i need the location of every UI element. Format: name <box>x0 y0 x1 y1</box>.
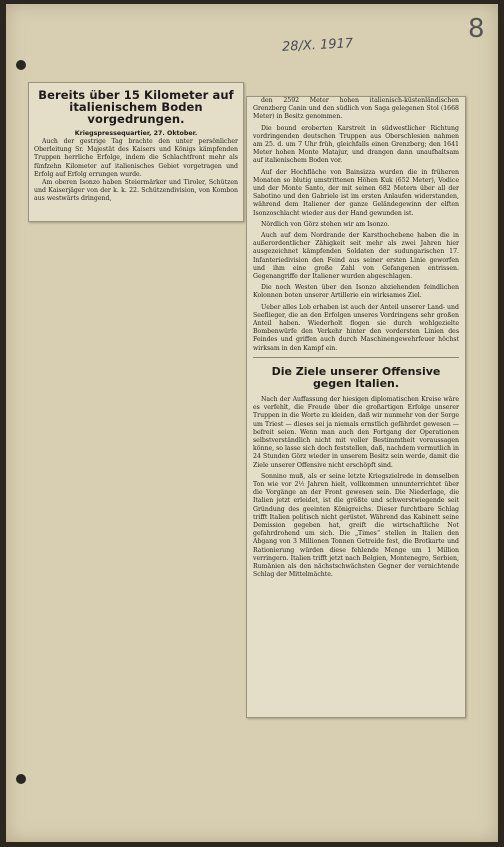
article-paragraph: Auch auf dem Nordrande der Karsthochebene haben die in außerordentlicher Zähigkeit seit mehr als zwei Jahren hier ausgezeichnet kämpfenden Soldaten der sudungarischen 17. Infanteriedivision den Feind aus seiner ersten Linie geworfen und ihm eine große Zahl von Gefangenen entrissen. Gegenangriffe der Italiener wurden abgeschlagen. <box>253 232 459 281</box>
handwritten-date: 28/X. 1917 <box>281 36 354 55</box>
article-paragraph: den 2592 Meter hohen italienisch-küstenländischen Grenzberg Canin und den südlich von Saga gelegenen Stol (1668 Meter) in Besitz genommen. <box>253 97 459 121</box>
article-paragraph: Ueber alles Lob erhaben ist auch der Anteil unserer Land- und Seeflieger, die an den Erfolgen unseres Vordringens sehr großen Anteil haben. Wiederholt flogen sie durch wohlgezielte Bombenwürfe den Verkehr hinter den vordersten Linien des Feindes und griffen auch durch Maschinengewehrfeuer höchst wirksam in den Kampf ein. <box>253 303 459 352</box>
article-paragraph: Die bound eroberten Karstreit in südwestlicher Richtung vordringenden deutschen Truppen aus Oberschlesien nahmen am 25. d. um 7 Uhr früh, gleichfalls einen Grenzberg; den 1641 Meter hohen Monte Matajur, und drangen dann unaufhaltsam auf italienischem Boden vor. <box>253 124 459 165</box>
article-paragraph: Am oberen Isonzo haben Steiermärker und Tiroler, Schützen und Kaiserjäger von der k. k. 22. Schützendivision, von Kombon aus westwärts dringend, <box>34 179 238 203</box>
headline-offensive-goals: Die Ziele unserer Offensive gegen Italien. <box>271 364 441 390</box>
newspaper-clipping-left <box>28 82 244 222</box>
punch-hole-top <box>16 60 26 70</box>
article-paragraph: Die noch Westen über den Isonzo abziehenden feindlichen Kolonnen boten unserer Artillerie ein wirksames Ziel. <box>253 284 459 300</box>
article-paragraph: Sonnino muß, als er seine letzte Kriegszielrede in demselben Ton wie vor 2½ Jahren hielt, vollkommen unnunterrichtet über die Vorgänge an der Front gewesen sein. Die Niederlage, die Italien jetzt erleidet, ist die größte und schwerstwiegende seit Gründung des geeinten Königreichs. Dieser furchtbare Schlag trifft Italien politisch nicht gerüstet. Während das Kabinett seine Demission gegeben hat, greift die wirtschaftliche Not gefahrdrohend um sich. Die „Times“ stellen in Italien den Abgang von 3 Millionen Tonnen Getreide fest, die Brotkarte und Rationierung würden diese fehlende Menge um 1 Million verringern. Italien trifft jetzt nach Belgien, Montenegro, Serbien, Rumänien als den nächstschwächsten Gegner der vernichtende Schlag der Mittelmächte. <box>253 472 459 579</box>
newspaper-clipping-right <box>246 96 466 718</box>
article-paragraph: Nördlich von Görz stehen wir am Isonzo. <box>261 220 390 228</box>
article-paragraph: Auf der Hochfläche von Bainsizza wurden die in früheren Monaten so blutig umstrittenen Höhen Kuk (652 Meter), Vodice und der Monte Santo, der mit seinen 682 Metern über all der Sabotino und den Gabriele ist im ersten Anlaufen widerstanden, während dem Italiener der ganze Geländegewinn der elften Isonzoschlacht wieder aus der Hand gewunden ist. <box>253 168 459 217</box>
dateline: Kriegspressequartier, 27. Oktober. <box>74 130 198 137</box>
page-number: 8 <box>468 14 485 44</box>
punch-hole-bottom <box>16 774 26 784</box>
column-rule <box>253 357 459 358</box>
article-paragraph: Auch der gestrige Tag brachte den unter persönlicher Oberleitung Sr. Majestät des Kaisers und Königs kämpfenden Truppen herrliche Erfolge, indem die Schlachtfront mehr als fünfzehn Kilometer auf italienisches Gebiet vorgetragen und Erfolg auf Erfolg errungen wurde. <box>34 138 238 178</box>
headline-advance: Bereits über 15 Kilometer auf italienischem Boden vorgedrungen. <box>38 88 234 126</box>
article-paragraph: Nach der Auffassung der hiesigen diplomatischen Kreise wäre es verfehlt, die Freude über die großartigen Erfolge unserer Truppen in die Worte zu kleiden, daß wir nunmehr von der Sorge um Triest — dieses sei ja niemals ernstlich gefährdet gewesen — befreit seien. Wenn man auch den Fortgang der Operationen selbstverständlich nicht mit voller Bestimmtheit voraussagen könne, so lasse sich doch feststellen, daß, nachdem vermutlich in 24 Stunden Görz wieder in unserem Besitz sein werde, damit die Ziele unserer Offensive nicht erschöpft sind. <box>253 395 459 469</box>
